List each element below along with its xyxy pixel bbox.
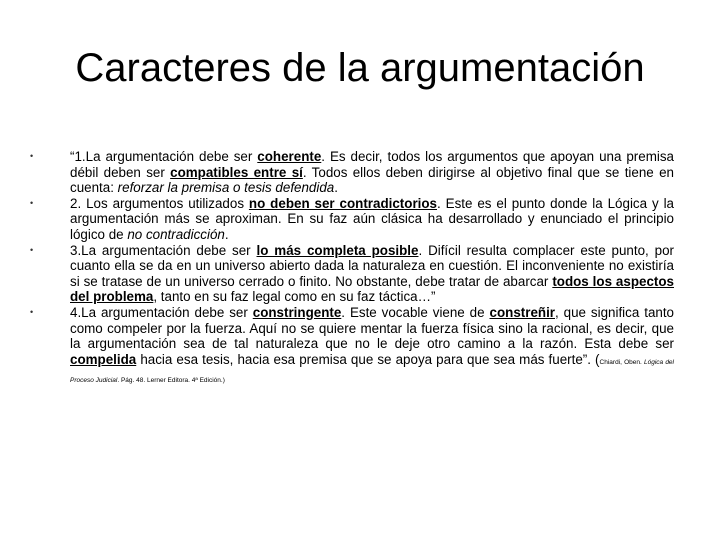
- underlined-term: compatibles entre sí: [170, 164, 303, 180]
- slide-title: Caracteres de la argumentación: [75, 46, 645, 90]
- citation-title: Lógica del Proceso Judicial: [70, 358, 674, 385]
- bullet-item-4: [30, 305, 674, 389]
- bullet-item-2: [30, 196, 674, 243]
- text-segment: hacia esa tesis, hacia esa premisa que se apoya para que sea más fuerte”. (: [136, 351, 600, 367]
- bullet-item-3: [30, 243, 674, 305]
- text-segment: . Todos ellos deben dirigirse al objetivo final que se tiene en cuenta:: [70, 164, 674, 196]
- citation-author: Chiardi, Oben.: [599, 358, 644, 366]
- italic-phrase: no contradicción: [127, 226, 225, 242]
- text-segment: . Este es el punto donde la Lógica y la argumentación más se aproximan. En su faz aún clásica ha desarrollado y enunciado el principio lógico de: [70, 195, 674, 242]
- underlined-term: coherente: [257, 149, 322, 164]
- text-segment: “1.La argumentación debe ser: [70, 149, 258, 164]
- text-segment: . Es decir, todos los argumentos que apoyan una premisa débil deben ser: [70, 149, 674, 180]
- underlined-term: constringente: [252, 304, 342, 320]
- text-segment: 4.La argumentación debe ser: [70, 304, 253, 320]
- underlined-term: constreñir: [489, 304, 555, 320]
- underlined-term: compelida: [70, 351, 137, 367]
- text-segment: . Este vocable viene de: [341, 304, 490, 320]
- bullet-item-1: [30, 149, 674, 196]
- text-segment: 2. Los argumentos utilizados: [70, 195, 249, 211]
- text-segment: .: [334, 180, 338, 196]
- underlined-term: lo más completa posible: [256, 242, 419, 258]
- italic-phrase: reforzar la premisa o tesis defendida: [117, 180, 335, 196]
- text-segment: , tanto en su faz legal como en su faz táctica…”: [153, 289, 436, 305]
- underlined-term: no deben ser contradictorios: [248, 195, 438, 211]
- text-segment: , que significa tanto como compeler por la fuerza. Aquí no se quiere mentar la fuerza física sino la racional, es decir, que la argumentación sea de tal naturaleza que no le deje otro camino a la razón. Esta debe ser: [70, 304, 675, 352]
- bullet-dot: •: [30, 244, 34, 255]
- citation-details: . Pág. 48. Lerner Editora. 4ª Edición.): [117, 377, 225, 385]
- text-segment: . Difícil resulta complacer este punto, por cuanto ella se da en un universo abierto dada la naturaleza en cuestión. El inconveniente no existiría si se tratase de un universo cerrado o finito. No obstante, debe tratar de abarcar: [70, 242, 674, 289]
- text-segment: 3.La argumentación debe ser: [70, 242, 257, 258]
- bullet-dot: •: [30, 197, 34, 208]
- bullet-dot: •: [30, 306, 34, 317]
- underlined-term: todos los aspectos del problema: [70, 273, 674, 305]
- bullet-dot: •: [30, 151, 34, 161]
- text-segment: .: [224, 226, 229, 242]
- bullet-list: [30, 149, 674, 389]
